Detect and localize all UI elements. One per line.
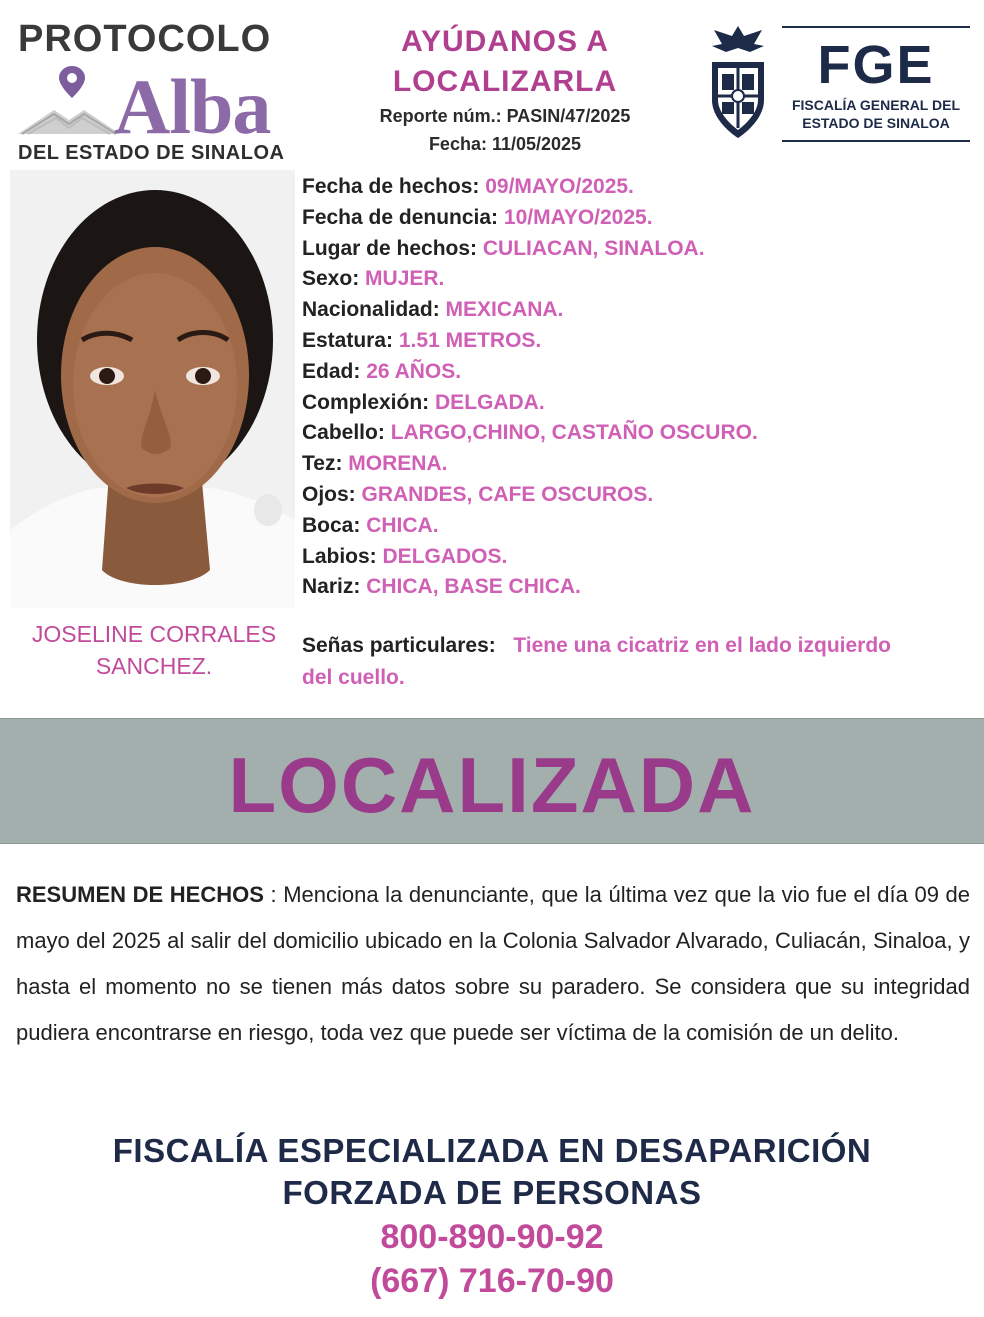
- detail-label: Edad:: [302, 359, 361, 383]
- fge-name-line1: FISCALÍA GENERAL DEL: [791, 97, 960, 113]
- logo-estado-text: DEL ESTADO DE SINALOA: [18, 142, 285, 164]
- contact-phone-local[interactable]: (667) 716-70-90: [370, 1262, 614, 1300]
- footer-agency-line2: FORZADA DE PERSONAS: [282, 1174, 702, 1211]
- detail-label: Labios:: [302, 544, 377, 568]
- detail-nariz: [302, 572, 972, 603]
- detail-value: 1.51 METROS.: [398, 328, 542, 352]
- report-date: Fecha: 11/05/2025: [428, 134, 582, 154]
- detail-label: Lugar de hechos:: [302, 236, 478, 260]
- detail-value: MORENA.: [348, 452, 448, 476]
- detail-lugar-hechos: [302, 234, 972, 265]
- detail-value: CHICA, BASE CHICA.: [366, 575, 581, 599]
- alert-title-line2: LOCALIZARLA: [392, 65, 618, 98]
- person-name-line1: JOSELINE CORRALES: [31, 621, 277, 647]
- detail-label: Boca:: [302, 513, 361, 537]
- detail-sexo: [302, 264, 972, 295]
- fge-full-name: [782, 96, 970, 132]
- detail-label: Sexo:: [302, 267, 360, 291]
- fge-divider-top: [782, 26, 970, 28]
- contact-phone-tollfree[interactable]: 800-890-90-92: [380, 1218, 604, 1256]
- protocolo-alba-logo: [14, 18, 314, 168]
- detail-label: Complexión:: [302, 390, 430, 414]
- logo-alba-text: Alba: [114, 63, 271, 150]
- detail-label: Cabello:: [302, 421, 385, 445]
- state-coat-of-arms-icon: [704, 22, 772, 142]
- detail-ojos: [302, 480, 972, 511]
- detail-label: Ojos:: [302, 482, 356, 506]
- detail-label: Estatura:: [302, 328, 394, 352]
- detail-value: 10/MAYO/2025.: [503, 205, 653, 229]
- detail-label: Tez:: [302, 452, 343, 476]
- alert-title: [340, 22, 670, 102]
- detail-label: Nacionalidad:: [302, 298, 440, 322]
- fge-divider-bottom: [782, 140, 970, 142]
- status-banner-text: LOCALIZADA: [228, 741, 756, 829]
- detail-estatura: [302, 326, 972, 357]
- report-number: Reporte núm.: PASIN/47/2025: [379, 106, 631, 126]
- case-summary: [16, 872, 970, 1056]
- detail-label: Nariz:: [302, 575, 361, 599]
- detail-fecha-denuncia: [302, 203, 972, 234]
- senas-label: Señas particulares:: [302, 634, 496, 657]
- detail-value: DELGADA.: [435, 390, 545, 414]
- person-details-list: [302, 172, 972, 603]
- detail-value: MEXICANA.: [445, 298, 564, 322]
- detail-fecha-hechos: [302, 172, 972, 203]
- person-name-line2: SANCHEZ.: [95, 653, 213, 679]
- detail-cabello: [302, 418, 972, 449]
- person-portrait-illustration: [10, 170, 295, 608]
- detail-value: DELGADOS.: [382, 544, 508, 568]
- detail-complexion: [302, 388, 972, 419]
- detail-value: 09/MAYO/2025.: [485, 175, 634, 198]
- detail-edad: [302, 357, 972, 388]
- detail-label: Fecha de hechos:: [302, 175, 480, 198]
- fge-acronym: FGE: [817, 35, 935, 95]
- detail-value: CULIACAN, SINALOA.: [482, 236, 705, 260]
- location-pin-icon: [54, 64, 90, 100]
- missing-person-name: [10, 618, 298, 682]
- detail-value: 26 AÑOS.: [366, 359, 462, 383]
- summary-label: RESUMEN DE HECHOS: [16, 882, 264, 907]
- alert-title-line1: AYÚDANOS A: [401, 25, 609, 58]
- detail-nacionalidad: [302, 295, 972, 326]
- distinguishing-marks: [302, 630, 906, 694]
- detail-labios: [302, 542, 972, 573]
- detail-label: Fecha de denuncia:: [302, 205, 499, 229]
- footer-agency: [0, 1130, 984, 1214]
- logo-protocolo-text: PROTOCOLO: [18, 18, 272, 60]
- summary-text: : Menciona la denunciante, que la última vez que la vio fue el día 09 de mayo del 2025 al salir del domicilio ubicado en la Colonia Salvador Alvarado, Culiacán, Sinaloa, y hasta el momento no se tienen más datos sobre su paradero. Se considera que su integridad pudiera encontrarse en riesgo, toda vez que puede ser víctima de la comisión de un delito.: [16, 882, 970, 1045]
- person-photo: [10, 170, 295, 608]
- detail-value: CHICA.: [366, 513, 439, 537]
- detail-value: LARGO,CHINO, CASTAÑO OSCURO.: [390, 421, 758, 445]
- detail-value: GRANDES, CAFE OSCUROS.: [361, 482, 654, 506]
- senas-value: Tiene una cicatriz en el lado izquierdo del cuello.: [302, 634, 891, 689]
- detail-tez: [302, 449, 972, 480]
- detail-value: MUJER.: [365, 267, 445, 291]
- fge-name-line2: ESTADO DE SINALOA: [802, 115, 950, 131]
- footer-agency-line1: FISCALÍA ESPECIALIZADA EN DESAPARICIÓN: [112, 1132, 872, 1169]
- detail-boca: [302, 511, 972, 542]
